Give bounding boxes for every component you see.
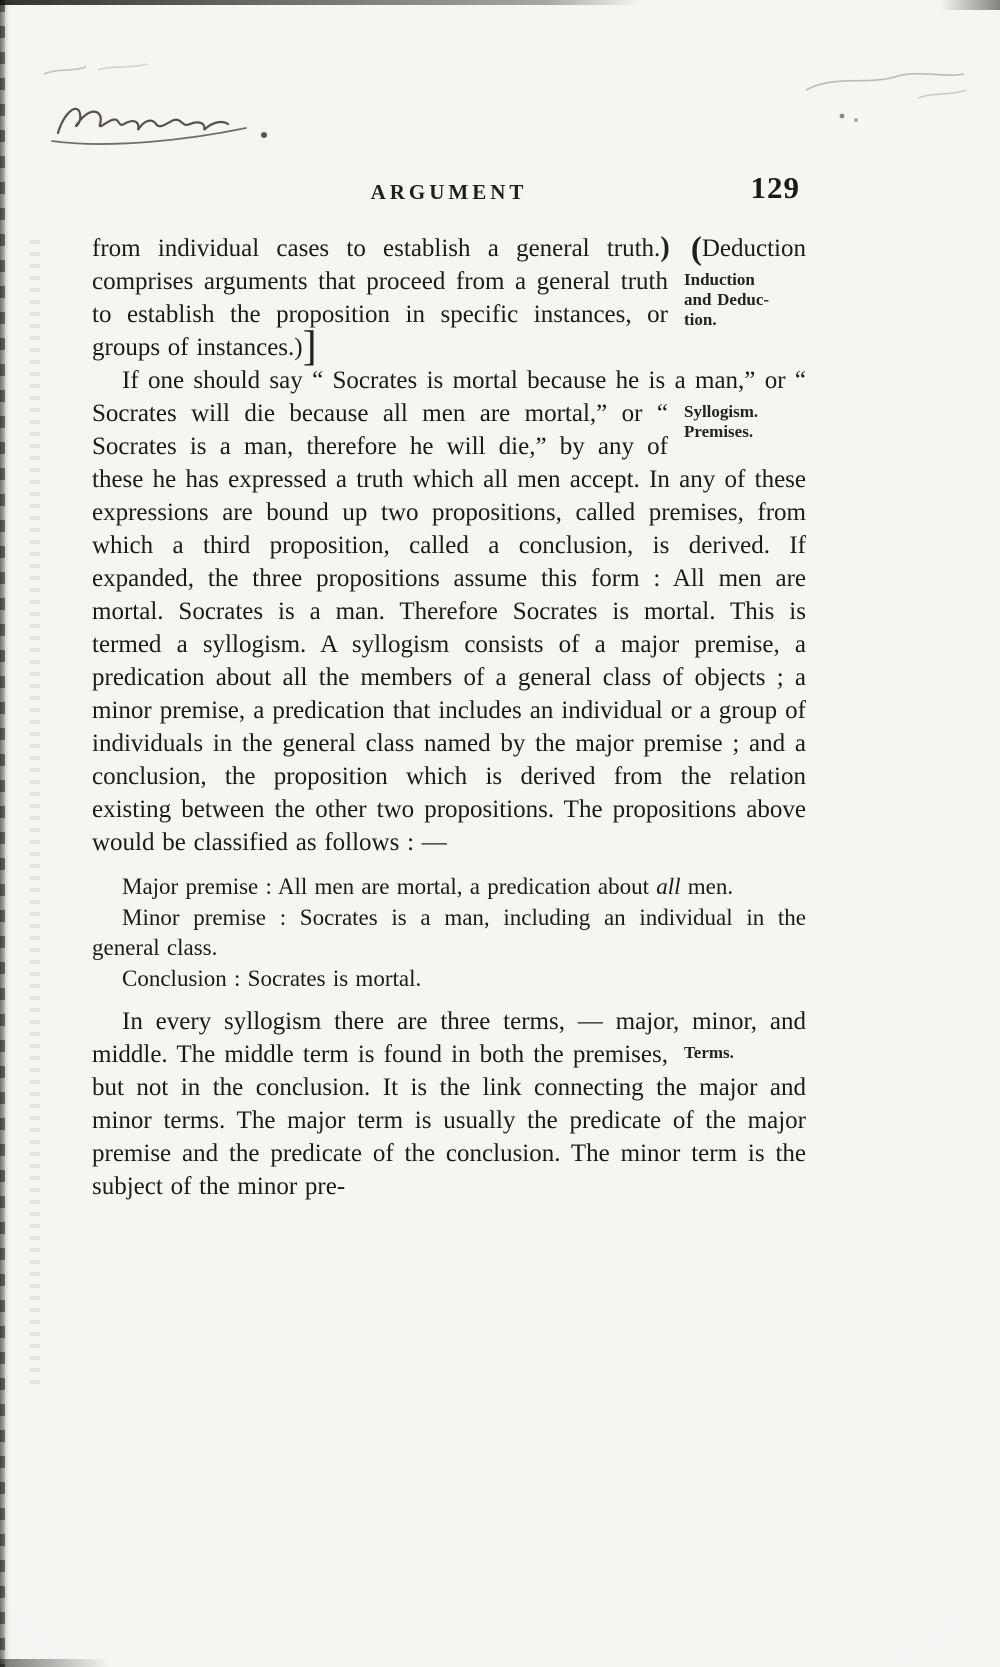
major-premise-line <box>92 872 806 903</box>
margin-note-line: Induction <box>684 270 755 289</box>
scan-texture-left-margin <box>30 240 40 1390</box>
scan-edge-top <box>0 0 640 5</box>
margin-note-terms <box>684 1043 806 1063</box>
body-text: Deduction comprises arguments that proceed <box>92 235 806 295</box>
scan-edge-left <box>0 0 10 1667</box>
margin-note-induction-deduction <box>684 270 806 330</box>
syllogism-example-block <box>92 872 806 994</box>
margin-note-syllogism-premises <box>684 402 806 442</box>
body-text: If one should say “ Socrates is mortal because he is a man,” or “ Socrates will die because all <box>92 367 806 427</box>
text-column <box>92 232 806 1203</box>
pen-scuff-marks-top-right <box>798 64 983 124</box>
paragraph-terms <box>92 1005 806 1203</box>
pen-paren-open-mark: ( <box>690 231 702 267</box>
body-text: men. <box>680 874 734 899</box>
handwritten-signature <box>48 78 308 158</box>
italic-word: all <box>656 874 681 899</box>
body-text: In every syllogism there are three terms, — major, minor, and middle. The middle term is <box>92 1008 806 1068</box>
body-text: from a general truth to establish the proposition in specific instances, or groups of instances.) <box>92 268 669 361</box>
body-text: Major premise : All men are mortal, a predication about <box>122 874 657 899</box>
conclusion-line: Conclusion : Socrates is mortal. <box>122 965 422 991</box>
margin-note-line: and Deduc- <box>684 290 770 309</box>
minor-premise-line: Minor premise : Socrates is a man, including an individual in the general class. <box>92 904 806 960</box>
paragraph-induction-deduction <box>92 231 806 370</box>
margin-note-line: tion. <box>684 310 717 329</box>
scan-corner-bottom-left <box>0 1659 110 1667</box>
margin-note-line: Syllogism. <box>684 402 759 421</box>
body-text: men are mortal,” or “ Socrates is a man, therefore he will die,” by any of these he has expressed a truth which all men accept. In any of these expressions are bound up two propositions, called premises, from which a third proposition, called a conclusion, is derived. If expanded, the three propositions assume this form : All men are mortal. Socrates is a man. Therefore Socrates is mortal. This is termed a syllogism. A syllogism consists of a major premise, a predication about all the members of a general class of objects ; a minor premise, a predication that includes an individual or a group of individuals in the general class named by the major premise ; and a conclusion, the proposition which is derived from the relation existing between the other two propositions. The propositions above would be classified as follows : — <box>92 400 806 856</box>
pen-paren-close-mark: ) <box>660 232 670 263</box>
body-text: from individual cases to establish a general truth. <box>92 235 661 262</box>
body-text: found in both the premises, but not in the conclusion. It is the link connecting the major and minor terms. The major term is usually the predicate of the major premise and the predicate of the conclusion. The minor term is the subject of the minor pre- <box>92 1041 806 1200</box>
running-title: ARGUMENT <box>370 180 528 204</box>
paragraph-syllogism-premises <box>92 364 806 859</box>
page-number: 129 <box>750 170 800 205</box>
pen-bracket-mark: ] <box>302 324 317 370</box>
page-header <box>92 170 806 205</box>
scan-corner-top-right <box>940 0 1000 10</box>
margin-note-line: Premises. <box>684 422 754 441</box>
margin-note-line: Terms. <box>684 1043 734 1062</box>
